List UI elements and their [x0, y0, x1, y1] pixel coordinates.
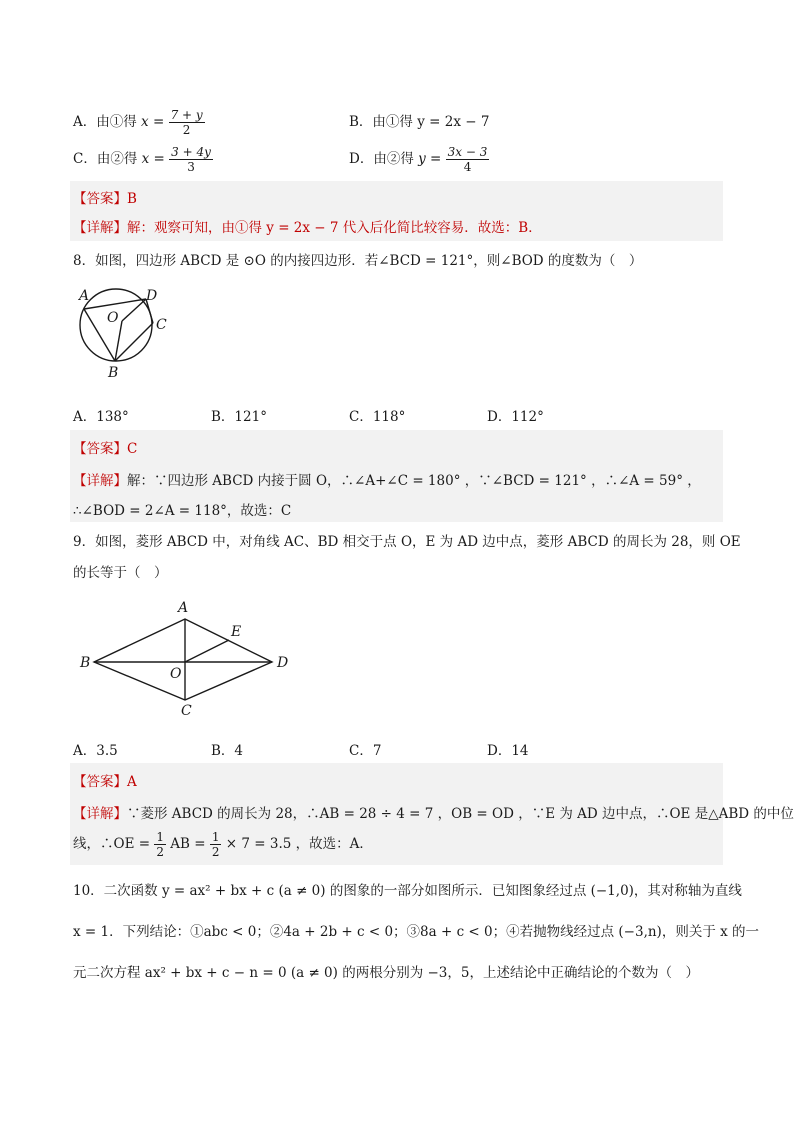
q9-stem-line2: 的长等于（ ） [73, 565, 168, 581]
q7-option-b: B．由①得 y = 2x − 7 [349, 114, 490, 130]
q7-option-d-fraction: $\frac{3x - 3}{4}$ [447, 145, 488, 174]
q8-detail-line1: 【详解】解：∵四边形 ABCD 内接于圆 O，∴∠A+∠C = 180° ，∵∠BCD = 121° ，∴∠A = 59° ， [73, 473, 701, 489]
q10-line3: 元二次方程 ax² + bx + c − n = 0 (a ≠ 0) 的两根分别为 −3，5，上述结论中正确结论的个数为（ ） [73, 965, 699, 981]
q8-label-b: B [108, 365, 119, 381]
q9-label-b: B [80, 655, 91, 671]
q9-label-e: E [231, 624, 242, 640]
q9-answer: 【答案】A [73, 774, 137, 790]
q8-label-d: D [146, 288, 158, 304]
q8-label-o: O [107, 310, 119, 326]
q8-detail-line2: ∴∠BOD = 2∠A = 118°，故选：C [73, 503, 292, 519]
q8-option-a: A．138° [73, 409, 129, 425]
q9-option-b: B．4 [211, 743, 244, 759]
q9-stem-line1: 9．如图，菱形 ABCD 中，对角线 AC、BD 相交于点 O，E 为 AD 边中点，菱形 ABCD 的周长为 28，则 OE [73, 534, 741, 550]
q7-option-a: A．由①得 x = $\frac{7 + y}{2}$ [73, 108, 203, 137]
q8-answer: 【答案】C [73, 441, 138, 457]
q8-circle-figure [74, 283, 184, 383]
q9-rhombus-figure [76, 597, 296, 719]
q9-option-d: D．14 [487, 743, 529, 759]
q9-option-c: C．7 [349, 743, 382, 759]
q8-label-a: A [79, 288, 90, 304]
q9-option-a: A．3.5 [73, 743, 118, 759]
q8-option-b: B．121° [211, 409, 267, 425]
q8-stem: 8．如图，四边形 ABCD 是 ⊙O 的内接四边形．若∠BCD = 121°，则∠BOD 的度数为（ ） [73, 253, 643, 269]
q7-detail: 【详解】解：观察可知，由①得 y = 2x − 7 代入后化简比较容易．故选：B． [73, 220, 542, 236]
q9-detail-fraction-1: $\frac{1}{2}$ [156, 830, 164, 859]
q8-option-d: D．112° [487, 409, 544, 425]
q9-detail-fraction-2: $\frac{1}{2}$ [211, 830, 220, 859]
q9-label-a: A [178, 600, 189, 616]
q8-option-c: C．118° [349, 409, 406, 425]
q9-label-d: D [277, 655, 289, 671]
q10-line1: 10．二次函数 y = ax² + bx + c (a ≠ 0) 的图象的一部分如图所示．已知图象经过点 (−1,0)，其对称轴为直线 [73, 883, 742, 899]
q9-detail-line2: 线，∴OE = $\frac{1}{2}$ AB = $\frac{1}{2}$ × 7 = 3.5 ，故选：A． [73, 830, 373, 859]
q7-option-a-fraction: $\frac{7 + y}{2}$ [170, 108, 203, 137]
q7-answer: 【答案】B [73, 191, 137, 207]
q9-label-c: C [181, 703, 192, 719]
q8-label-c: C [156, 317, 167, 333]
q10-line2: x = 1．下列结论：①abc < 0；②4a + 2b + c < 0；③8a + c < 0；④若抛物线经过点 (−3,n)，则关于 x 的一 [73, 924, 760, 940]
q9-detail-line1: 【详解】∵菱形 ABCD 的周长为 28，∴AB = 28 ÷ 4 = 7 ，OB = OD ，∵E 为 AD 边中点，∴OE 是△ABD 的中位 [73, 806, 794, 822]
q7-option-d: D．由②得 y = $\frac{3x - 3}{4}$ [349, 145, 488, 174]
q9-label-o: O [170, 666, 182, 682]
q7-option-c: C．由②得 x = $\frac{3 + 4y}{3}$ [73, 145, 211, 174]
q7-option-c-fraction: $\frac{3 + 4y}{3}$ [171, 145, 211, 174]
